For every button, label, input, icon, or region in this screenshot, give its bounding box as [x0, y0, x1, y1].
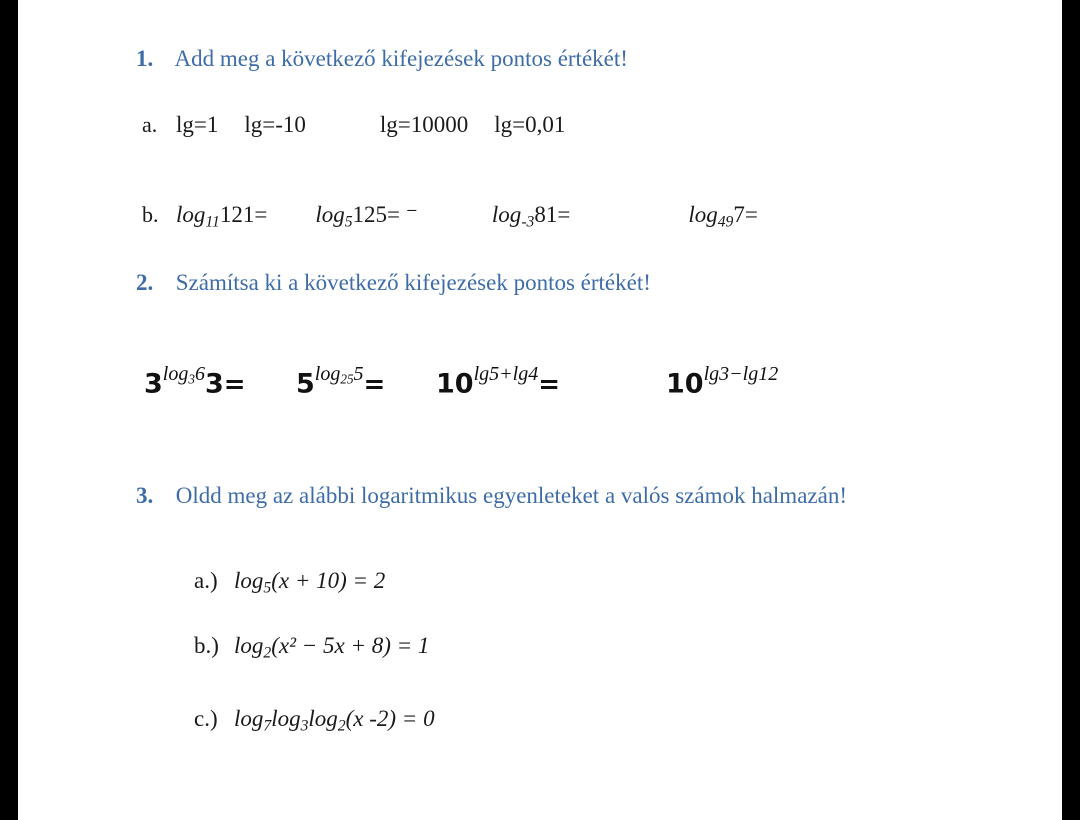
- exercise-2-expr-3: [436, 363, 560, 399]
- log-function-name-2: log: [271, 706, 301, 731]
- log-base: 3: [188, 371, 195, 387]
- log-function-name: log: [688, 202, 718, 227]
- log-function-name: log: [491, 202, 522, 227]
- worksheet-content: [18, 0, 1062, 820]
- exercise-3-heading: [136, 483, 847, 509]
- exercise-3-equation-b: [194, 633, 429, 662]
- log-base: 49: [717, 213, 734, 231]
- log-function-name: log: [314, 363, 341, 385]
- exercise-1b-item-2: [315, 202, 418, 231]
- log-base: 11: [205, 213, 220, 231]
- log-argument: 81=: [534, 202, 571, 227]
- power-exponent-tail: lg4: [512, 363, 539, 385]
- exercise-1-title: Add meg a következő kifejezések pontos értékét!: [174, 46, 628, 71]
- log-argument: 125= ⁻: [352, 202, 418, 227]
- equation-body: (x -2) = 0: [345, 706, 435, 731]
- exercise-1a-label: a.: [142, 112, 158, 137]
- exercise-1-heading: [136, 46, 628, 72]
- log-function-name: log: [315, 202, 345, 227]
- exercise-1a-item-3: lg=10000: [379, 112, 469, 137]
- equation-b-label: b.): [194, 633, 219, 658]
- exercise-2-heading: [136, 270, 651, 296]
- exercise-2-expr-2: [296, 363, 385, 399]
- power-exponent: [474, 363, 539, 385]
- log-argument: 7=: [733, 202, 758, 227]
- log-base: 2: [263, 644, 272, 662]
- log-function-name: log: [176, 202, 206, 227]
- log-base: -3: [521, 213, 535, 231]
- power-base: 5: [296, 368, 315, 400]
- log-function-name: log: [162, 363, 189, 385]
- exercise-2-number: 2.: [136, 270, 154, 295]
- exercise-2-expr-4: [666, 363, 778, 399]
- log-base: 25: [340, 371, 354, 387]
- equals-sign: =: [223, 369, 246, 400]
- equation-c-label: c.): [194, 706, 218, 731]
- power-exponent: [315, 363, 364, 385]
- log-argument: 6: [194, 363, 205, 385]
- log-function-name: log: [234, 633, 264, 658]
- exercise-1a-item-4: lg=0,01: [494, 112, 566, 137]
- power-base: 10: [666, 368, 704, 400]
- exercise-1b-item-4: [688, 202, 758, 231]
- log-argument: 3−: [719, 363, 743, 385]
- equation-body: (x + 10) = 2: [271, 568, 386, 593]
- exercise-1a-line: [142, 112, 565, 138]
- equation-a-label: a.): [194, 568, 218, 593]
- exercise-3-equation-c: [194, 706, 435, 735]
- equals-sign: =: [538, 369, 560, 400]
- log-base: 7: [263, 717, 272, 735]
- power-base: 3: [144, 368, 163, 400]
- document-page: [18, 0, 1062, 820]
- exercise-3-equation-a: [194, 568, 385, 597]
- exercise-2-title: Számítsa ki a következő kifejezések pontos értékét!: [175, 270, 651, 295]
- log-base: 5: [344, 213, 353, 231]
- exercise-1b-label: b.: [142, 202, 159, 227]
- log-argument: 121=: [219, 202, 268, 227]
- power-exponent: [163, 363, 205, 385]
- power-exponent: [704, 363, 779, 385]
- lg-function-name: lg: [703, 363, 720, 385]
- exercise-1b-line: [142, 202, 758, 231]
- log-function-name-3: log: [308, 706, 338, 731]
- exercise-1a-item-1: lg=1: [176, 112, 219, 137]
- exercise-1b-item-3: [491, 202, 571, 231]
- power-exponent-tail: 3: [204, 368, 224, 400]
- lg-function-name: lg: [473, 363, 490, 385]
- log-function-name: log: [234, 568, 264, 593]
- exercise-3-title: Oldd meg az alábbi logaritmikus egyenleteket a valós számok halmazán!: [175, 483, 847, 508]
- exercise-1b-item-1: [176, 202, 268, 231]
- power-base: 10: [436, 368, 474, 400]
- exercise-1-number: 1.: [136, 46, 154, 71]
- log-argument: 5: [353, 363, 364, 385]
- power-exponent-tail: lg12: [742, 363, 779, 385]
- log-argument: 5+: [489, 363, 513, 385]
- log-base-3: 2: [337, 717, 346, 735]
- exercise-2-expr-1: [144, 363, 246, 399]
- equals-sign: =: [363, 369, 386, 400]
- exercise-1a-item-2: lg=-10: [244, 112, 306, 137]
- log-base: 5: [263, 579, 272, 597]
- log-function-name: log: [234, 706, 264, 731]
- equation-body: (x² − 5x + 8) = 1: [271, 633, 430, 658]
- log-base-2: 3: [300, 717, 309, 735]
- exercise-3-number: 3.: [136, 483, 154, 508]
